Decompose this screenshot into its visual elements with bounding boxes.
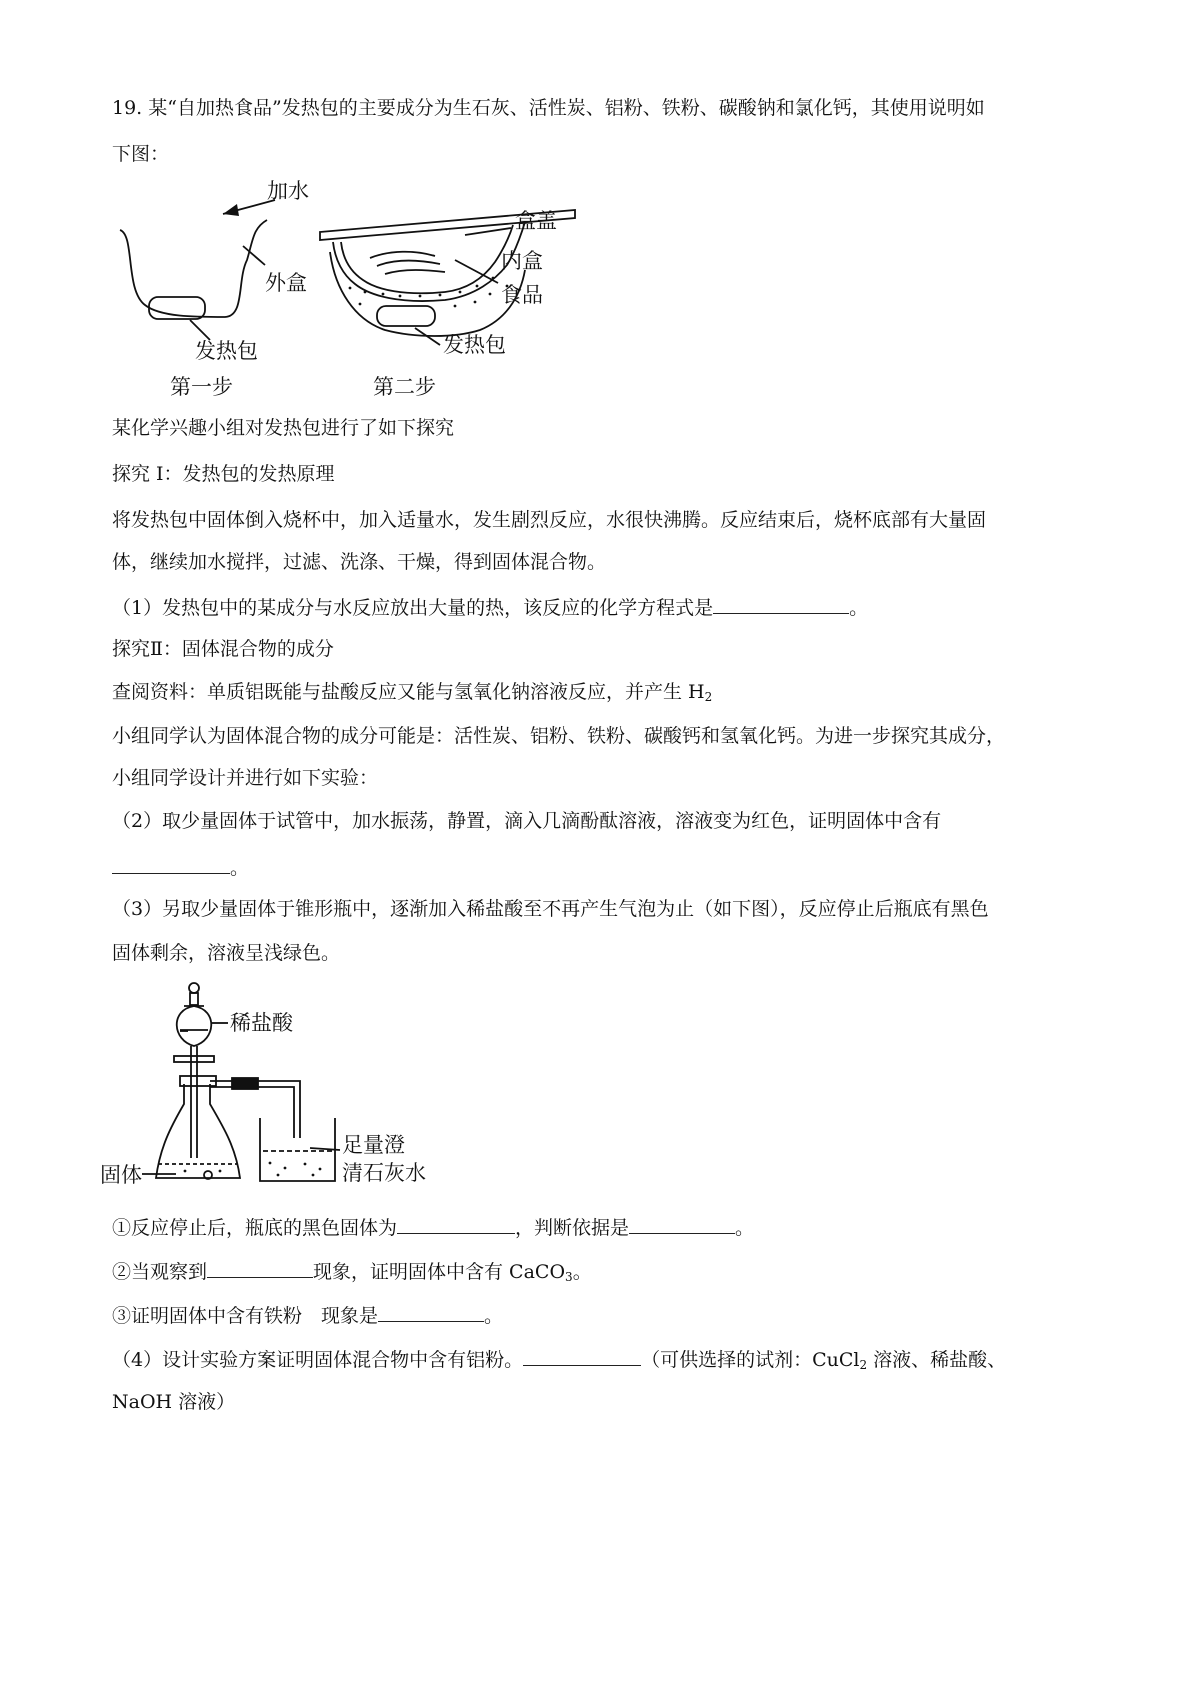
label-inner-box: 内盒 (501, 249, 543, 273)
question-4-text-a: （4）设计实验方案证明固体混合物中含有铝粉。 (112, 1349, 524, 1371)
question-3-part-1-text-b: ，判断依据是 (515, 1217, 630, 1239)
label-step-2: 第二步 (373, 375, 436, 399)
question-3-part-3-text: ③证明固体中含有铁粉 现象是 (112, 1305, 379, 1327)
answer-blank-3-2[interactable] (207, 1261, 313, 1278)
question-2-text: （2）取少量固体于试管中，加水振荡，静置，滴入几滴酚酞溶液，溶液变为红色，证明固体中含有 (112, 810, 942, 832)
question-3-line-1: （3）另取少量固体于锥形瓶中，逐渐加入稀盐酸至不再产生气泡为止（如下图），反应停止后瓶底有黑色 (112, 898, 989, 920)
question-1 (112, 597, 868, 618)
question-3-part-1-end: 。 (735, 1217, 755, 1239)
label-limewater-line-2: 清石灰水 (342, 1161, 426, 1185)
label-dilute-hydrochloric-acid: 稀盐酸 (230, 1011, 293, 1035)
explore-1-paragraph-1: 将发热包中固体倒入烧杯中，加入适量水，发生剧烈反应，水很快沸腾。反应结束后，烧杯底部有大量固 (112, 509, 987, 531)
question-3-part-2 (112, 1261, 592, 1282)
explore-2-title: 探究Ⅱ：固体混合物的成分 (112, 638, 334, 660)
heat-pack-diagram (115, 180, 585, 400)
question-3-part-2-text-b: 现象，证明固体中含有 CaCO (313, 1261, 566, 1283)
question-4-text-c: 溶液、稀盐酸、 (867, 1349, 1007, 1371)
question-1-text: （1）发热包中的某成分与水反应放出大量的热，该反应的化学方程式是 (112, 597, 714, 619)
question-3-line-2: 固体剩余，溶液呈浅绿色。 (112, 942, 341, 964)
question-3-part-2-text-a: ②当观察到 (112, 1261, 208, 1283)
apparatus-diagram (100, 978, 460, 1193)
answer-blank-4[interactable] (523, 1349, 641, 1366)
label-heat-pack-2: 发热包 (443, 333, 506, 357)
label-limewater-line-1: 足量澄 (342, 1133, 405, 1157)
question-3-part-3-end: 。 (484, 1305, 504, 1327)
hypothesis-line-1: 小组同学认为固体混合物的成分可能是：活性炭、铝粉、铁粉、碳酸钙和氢氧化钙。为进一步探究其成分， (112, 725, 1006, 747)
label-heat-pack-1: 发热包 (195, 339, 258, 363)
answer-blank-3-3[interactable] (378, 1305, 484, 1322)
question-3-part-3 (112, 1305, 503, 1326)
question-intro: 某“自加热食品”发热包的主要成分为生石灰、活性炭、铝粉、铁粉、碳酸钠和氯化钙，其使用说明如 (148, 97, 985, 119)
explore-1-title: 探究 I：发热包的发热原理 (112, 463, 335, 485)
question-intro-line-1 (112, 99, 985, 118)
answer-blank-3-1b[interactable] (629, 1217, 735, 1234)
label-step-1: 第一步 (170, 375, 233, 399)
group-intro: 某化学兴趣小组对发热包进行了如下探究 (112, 417, 455, 439)
question-1-end: 。 (849, 597, 869, 619)
label-solid: 固体 (100, 1163, 142, 1187)
caco3-subscript: 3 (565, 1270, 573, 1284)
reference-subscript: 2 (704, 690, 713, 704)
cucl2-subscript: 2 (859, 1358, 868, 1372)
question-3-part-1-text-a: ①反应停止后，瓶底的黑色固体为 (112, 1217, 398, 1239)
hypothesis-line-2: 小组同学设计并进行如下实验： (112, 767, 379, 789)
label-outer-box: 外盒 (265, 271, 307, 295)
question-intro-line-2: 下图： (112, 143, 170, 165)
question-number: 19. (112, 97, 143, 119)
answer-blank-3-1a[interactable] (397, 1217, 515, 1234)
question-4-text-b: （可供选择的试剂：CuCl (641, 1349, 860, 1371)
answer-blank-2[interactable] (112, 857, 230, 874)
question-3-part-2-end: 。 (572, 1261, 592, 1283)
question-4-line-1 (112, 1349, 1006, 1370)
label-add-water: 加水 (267, 180, 309, 203)
label-food: 食品 (501, 283, 543, 307)
question-4-line-2: NaOH 溶液） (112, 1391, 236, 1413)
question-2-answer (112, 857, 249, 878)
explore-1-paragraph-2: 体，继续加水搅拌，过滤、洗涤、干燥，得到固体混合物。 (112, 551, 607, 573)
question-3-part-1 (112, 1217, 754, 1238)
reference-material (112, 683, 712, 702)
label-lid: 盒盖 (515, 209, 557, 233)
answer-blank-1[interactable] (713, 597, 849, 614)
reference-text: 查阅资料：单质铝既能与盐酸反应又能与氢氧化钠溶液反应，并产生 H (112, 681, 705, 703)
question-2-end: 。 (230, 857, 250, 879)
